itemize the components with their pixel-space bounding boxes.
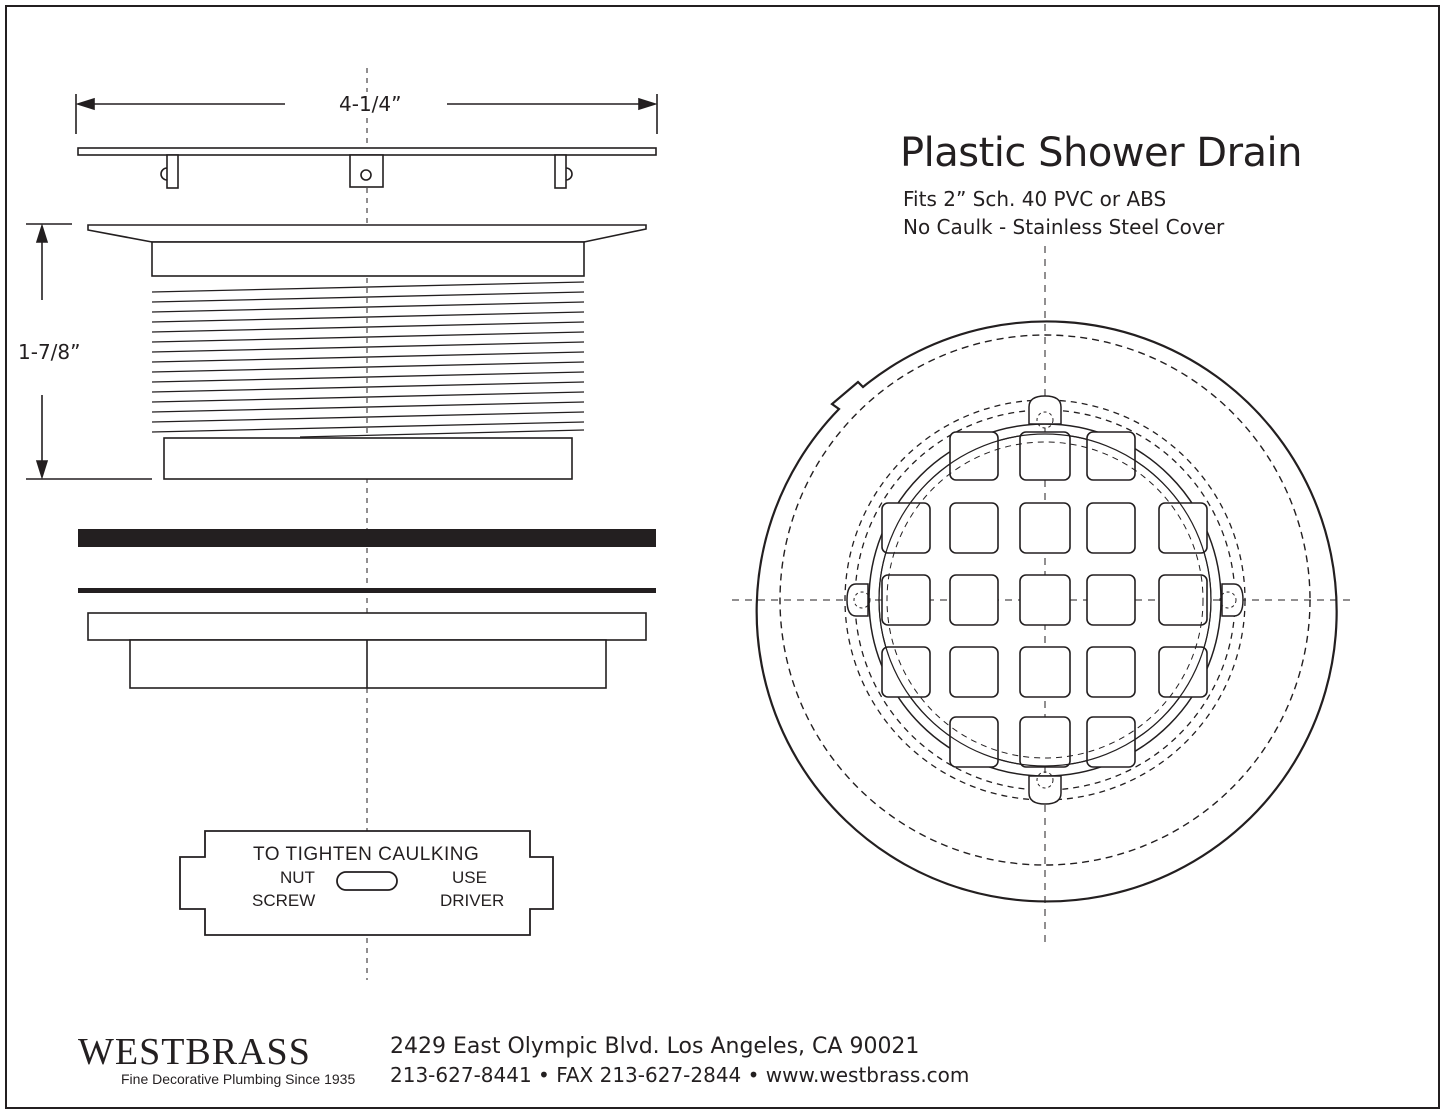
threads: [152, 282, 584, 437]
company-logo-text: WESTBRASS: [78, 1031, 311, 1073]
plate-nut: NUT: [280, 868, 315, 887]
drain-flange: [88, 225, 646, 242]
plate-heading: TO TIGHTEN CAULKING: [253, 844, 480, 865]
plate-screw: SCREW: [252, 891, 316, 910]
spec-cover: No Caulk - Stainless Steel Cover: [903, 215, 1225, 239]
product-title: Plastic Shower Drain: [900, 130, 1303, 176]
caulking-nut-bottom: [130, 640, 606, 688]
friction-ring: [78, 588, 656, 593]
top-view: [732, 246, 1355, 948]
company-tagline: Fine Decorative Plumbing Since 1935: [121, 1071, 356, 1087]
caulking-nut-top: [88, 613, 646, 640]
plate-use: USE: [452, 868, 487, 887]
rubber-gasket: [78, 529, 656, 547]
company-contact: 213-627-8441 • FAX 213-627-2844 • www.westbrass.com: [390, 1063, 970, 1087]
strainer-cover: [78, 148, 656, 155]
company-address: 2429 East Olympic Blvd. Los Angeles, CA 90021: [390, 1034, 920, 1059]
plate-driver: DRIVER: [440, 891, 505, 910]
spec-fit: Fits 2” Sch. 40 PVC or ABS: [903, 187, 1167, 211]
width-dimension-label: 4-1/4”: [335, 92, 406, 116]
height-dimension-label: 1-7/8”: [18, 340, 81, 364]
